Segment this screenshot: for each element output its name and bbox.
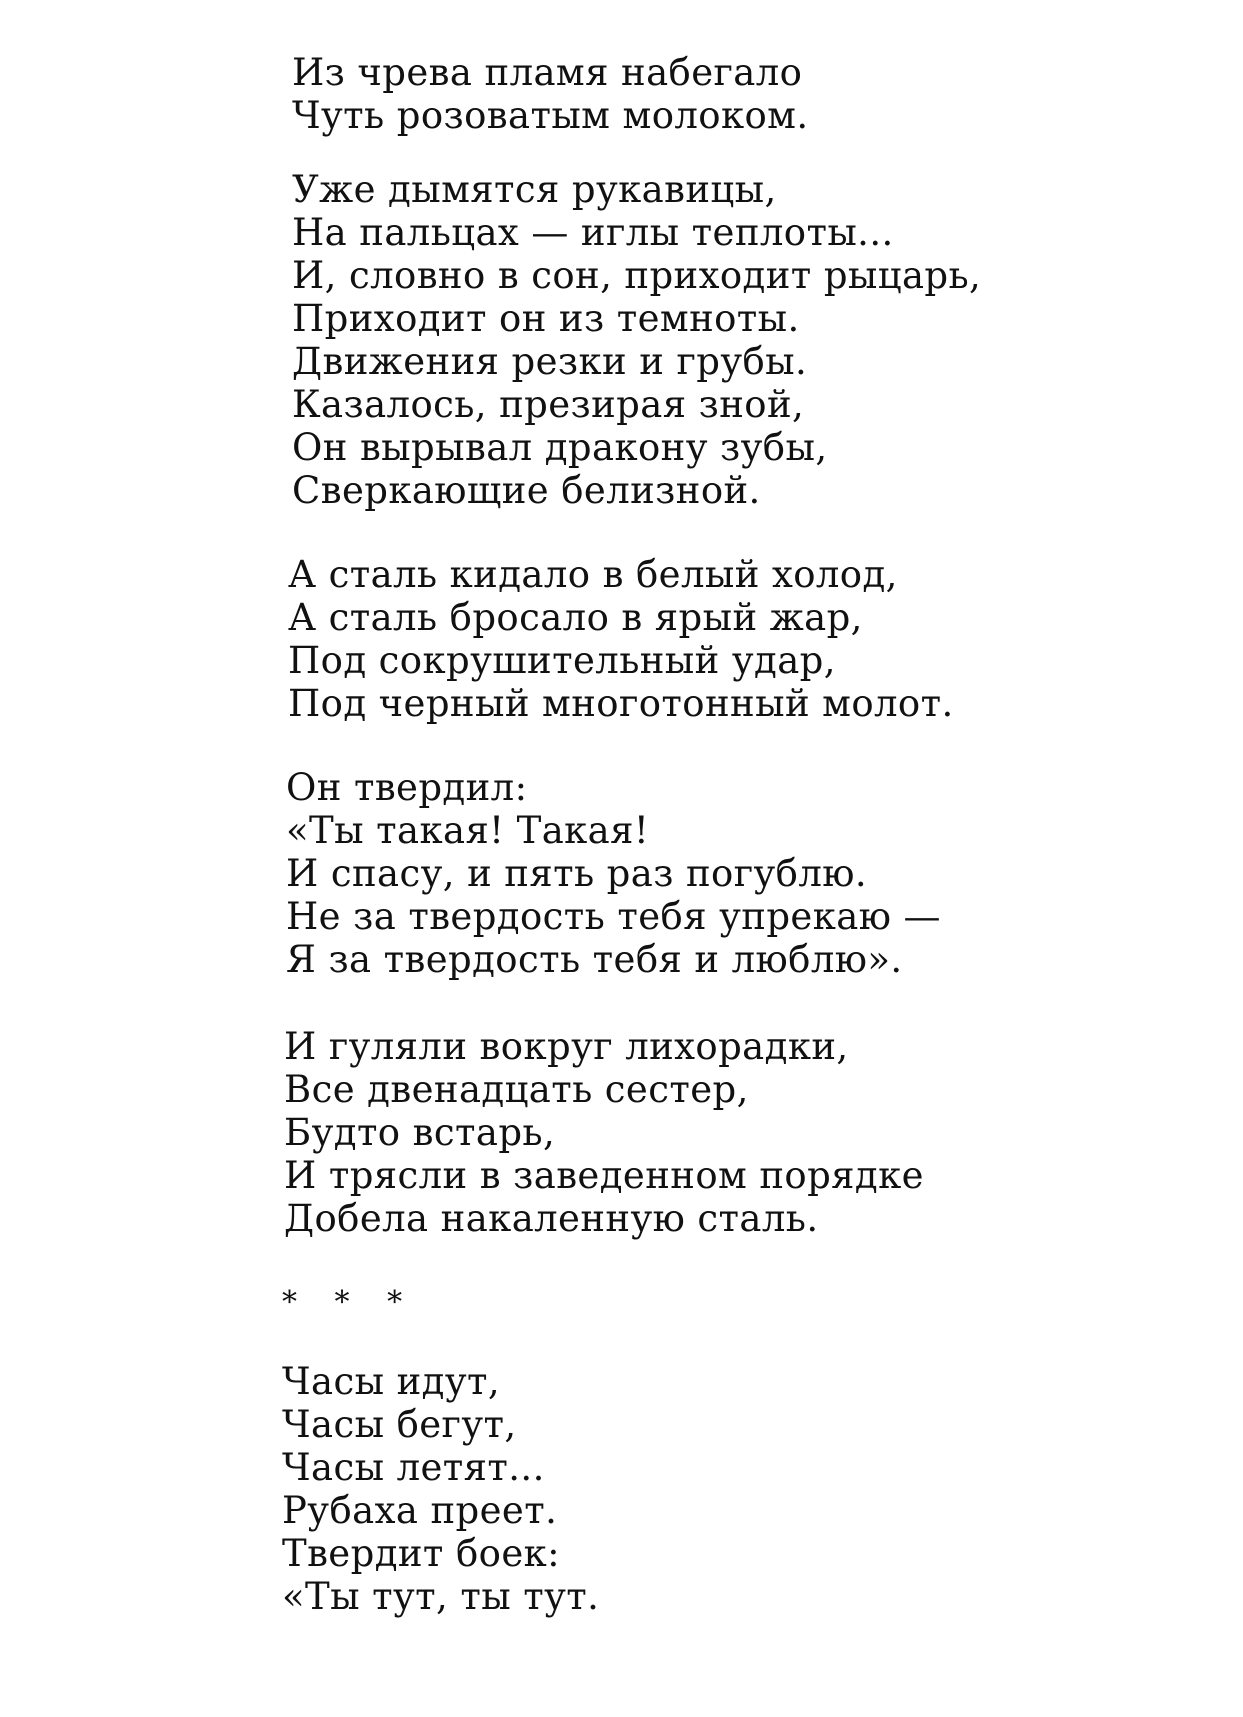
poem-line: Все двенадцать сестер, (284, 1068, 749, 1111)
stanza-2 (292, 168, 981, 512)
poem-line: А сталь бросало в ярый жар, (288, 596, 863, 639)
poem-line: И, словно в сон, приходит рыцарь, (292, 254, 982, 297)
stanza-1 (292, 51, 809, 137)
stanza-6 (282, 1360, 599, 1618)
poem-line: Приходит он из темноты. (292, 297, 800, 340)
poem-line: Будто встарь, (284, 1111, 556, 1154)
poem-line: И гуляли вокруг лихорадки, (284, 1025, 849, 1068)
poem-line: Чуть розоватым молоком. (292, 94, 809, 137)
poem-line: «Ты тут, ты тут. (282, 1575, 600, 1618)
poem-line: Движения резки и грубы. (292, 340, 808, 383)
poem-line: И трясли в заведенном порядке (284, 1154, 924, 1197)
section-separator: * * * (282, 1285, 417, 1320)
poem-line: Он вырывал дракону зубы, (292, 426, 828, 469)
poem-line: И спасу, и пять раз погублю. (286, 852, 868, 895)
stanza-4 (286, 766, 941, 981)
poem-line: «Ты такая! Такая! (286, 809, 650, 852)
poem-line: Из чрева пламя набегало (292, 51, 803, 94)
poem-line: А сталь кидало в белый холод, (288, 553, 898, 596)
poem-line: Часы бегут, (282, 1403, 517, 1446)
poem-line: Под черный многотонный молот. (288, 682, 954, 725)
poem-line: Твердит боек: (282, 1532, 561, 1575)
poem-line: На пальцах — иглы теплоты... (292, 211, 894, 254)
poem-line: Под сокрушительный удар, (288, 639, 836, 682)
poem-line: Сверкающие белизной. (292, 469, 761, 512)
poem-line: Добела накаленную сталь. (284, 1197, 819, 1240)
poem-line: Рубаха преет. (282, 1489, 558, 1532)
poem-line: Уже дымятся рукавицы, (292, 168, 777, 211)
poem-line: Часы идут, (282, 1360, 501, 1403)
poem-line: Он твердил: (286, 766, 528, 809)
poem-line: Я за твердость тебя и люблю». (286, 938, 903, 981)
stanza-3 (288, 553, 954, 725)
poem-line: Казалось, презирая зной, (292, 383, 805, 426)
poem-line: Часы летят... (282, 1446, 545, 1489)
stanza-5 (284, 1025, 924, 1240)
poem-line: Не за твердость тебя упрекаю — (286, 895, 941, 938)
